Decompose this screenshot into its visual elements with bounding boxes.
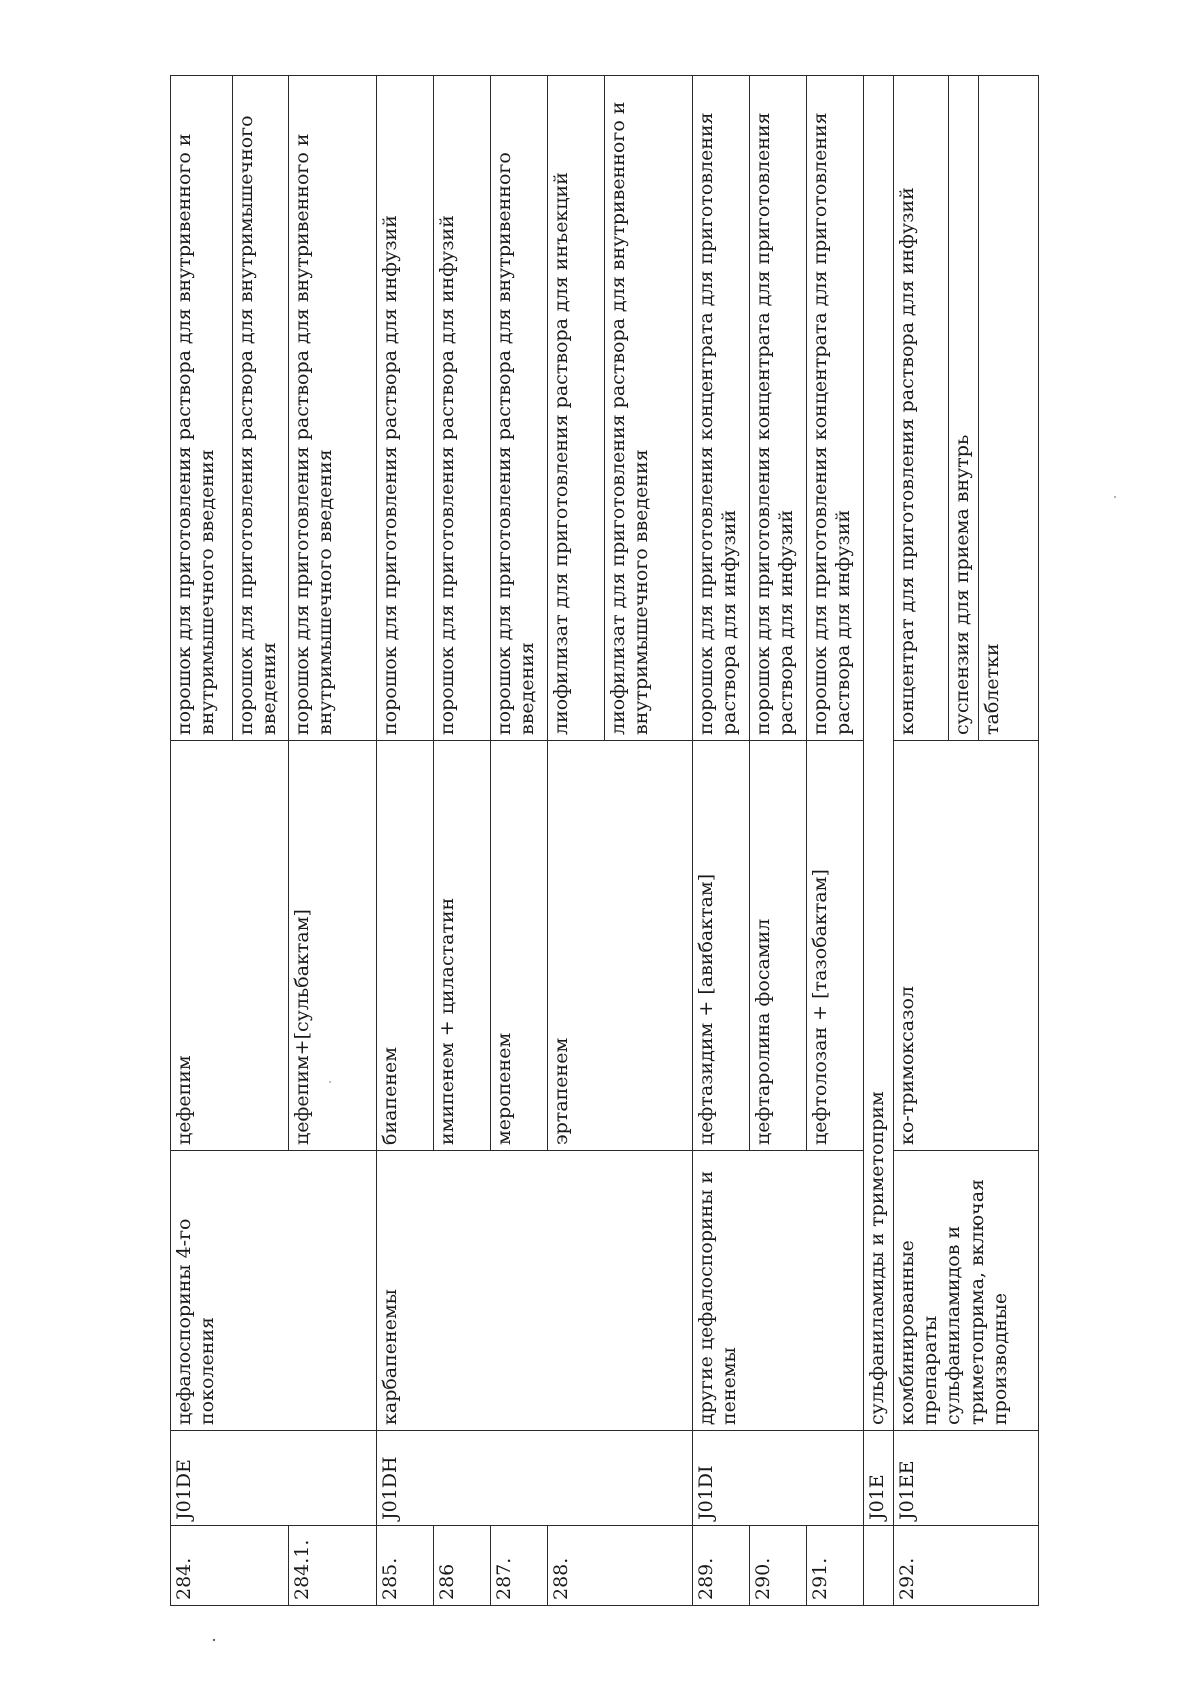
row-number: 284.1. xyxy=(289,1526,377,1606)
row-number: 289. xyxy=(693,1526,750,1606)
atc-group: карбапенемы xyxy=(377,1151,693,1431)
dosage-form: порошок для приготовления раствора для внутривенного введения xyxy=(491,76,548,741)
table-row xyxy=(894,76,949,1606)
row-number: 292. xyxy=(894,1526,1039,1606)
drug-name: цефтазидим + [авибактам] xyxy=(693,741,750,1151)
row-number: 290. xyxy=(750,1526,807,1606)
table-row xyxy=(377,76,434,1606)
atc-group: цефалоспорины 4-го поколения xyxy=(171,1151,377,1431)
drug-name: цефтолозан + [тазобактам] xyxy=(807,741,864,1151)
row-number: 286 xyxy=(434,1526,491,1606)
dosage-form: порошок для приготовления раствора для инфузий xyxy=(377,76,434,741)
dosage-form: порошок для приготовления раствора для внутримышечного введения xyxy=(233,76,289,741)
drug-name: цефепим+[сульбактам] xyxy=(289,741,377,1151)
drug-name: меропенем xyxy=(491,741,548,1151)
dosage-form: порошок для приготовления раствора для внутривенного и внутримышечного введения xyxy=(289,76,377,741)
atc-code: J01DI xyxy=(693,1431,864,1526)
row-number: 288. xyxy=(548,1526,693,1606)
row-number: 285. xyxy=(377,1526,434,1606)
dosage-form: порошок для приготовления концентрата для приготовления раствора для инфузий xyxy=(750,76,807,741)
atc-group: сульфаниламиды и триметоприм xyxy=(864,76,894,1431)
dosage-form: таблетки xyxy=(979,76,1039,741)
dosage-form: порошок для приготовления раствора для инфузий xyxy=(434,76,491,741)
row-number xyxy=(864,1526,894,1606)
dosage-form: лиофилизат для приготовления раствора для инъекций xyxy=(548,76,605,741)
medicines-table xyxy=(170,75,1039,1606)
drug-name: ко-тримоксазол xyxy=(894,741,1039,1151)
drug-name: эртапенем xyxy=(548,741,693,1151)
drug-name: цефепим xyxy=(171,741,289,1151)
table-row xyxy=(864,76,894,1606)
drug-name: цефтаролина фосамил xyxy=(750,741,807,1151)
dosage-form: порошок для приготовления раствора для внутривенного и внутримышечного введения xyxy=(171,76,233,741)
dosage-form: концентрат для приготовления раствора для инфузий xyxy=(894,76,949,741)
table-row xyxy=(171,76,233,1606)
rotated-table-wrapper xyxy=(170,76,1011,1606)
dosage-form: порошок для приготовления концентрата для приготовления раствора для инфузий xyxy=(693,76,750,741)
atc-group: другие цефалоспорины и пенемы xyxy=(693,1151,864,1431)
drug-name: биапенем xyxy=(377,741,434,1151)
row-number: 284. xyxy=(171,1526,289,1606)
atc-group: комбинированные препараты сульфаниламидов и триметоприма, включая производные xyxy=(894,1151,1039,1431)
row-number: 291. xyxy=(807,1526,864,1606)
drug-name: имипенем + циластатин xyxy=(434,741,491,1151)
atc-code: J01DE xyxy=(171,1431,377,1526)
dosage-form: суспензия для приема внутрь xyxy=(949,76,979,741)
dosage-form: лиофилизат для приготовления раствора для внутривенного и внутримышечного введения xyxy=(605,76,693,741)
atc-code: J01EE xyxy=(894,1431,1039,1526)
table-row xyxy=(693,76,750,1606)
atc-code: J01DH xyxy=(377,1431,693,1526)
row-number: 287. xyxy=(491,1526,548,1606)
atc-code: J01E xyxy=(864,1431,894,1526)
dosage-form: порошок для приготовления концентрата для приготовления раствора для инфузий xyxy=(807,76,864,741)
